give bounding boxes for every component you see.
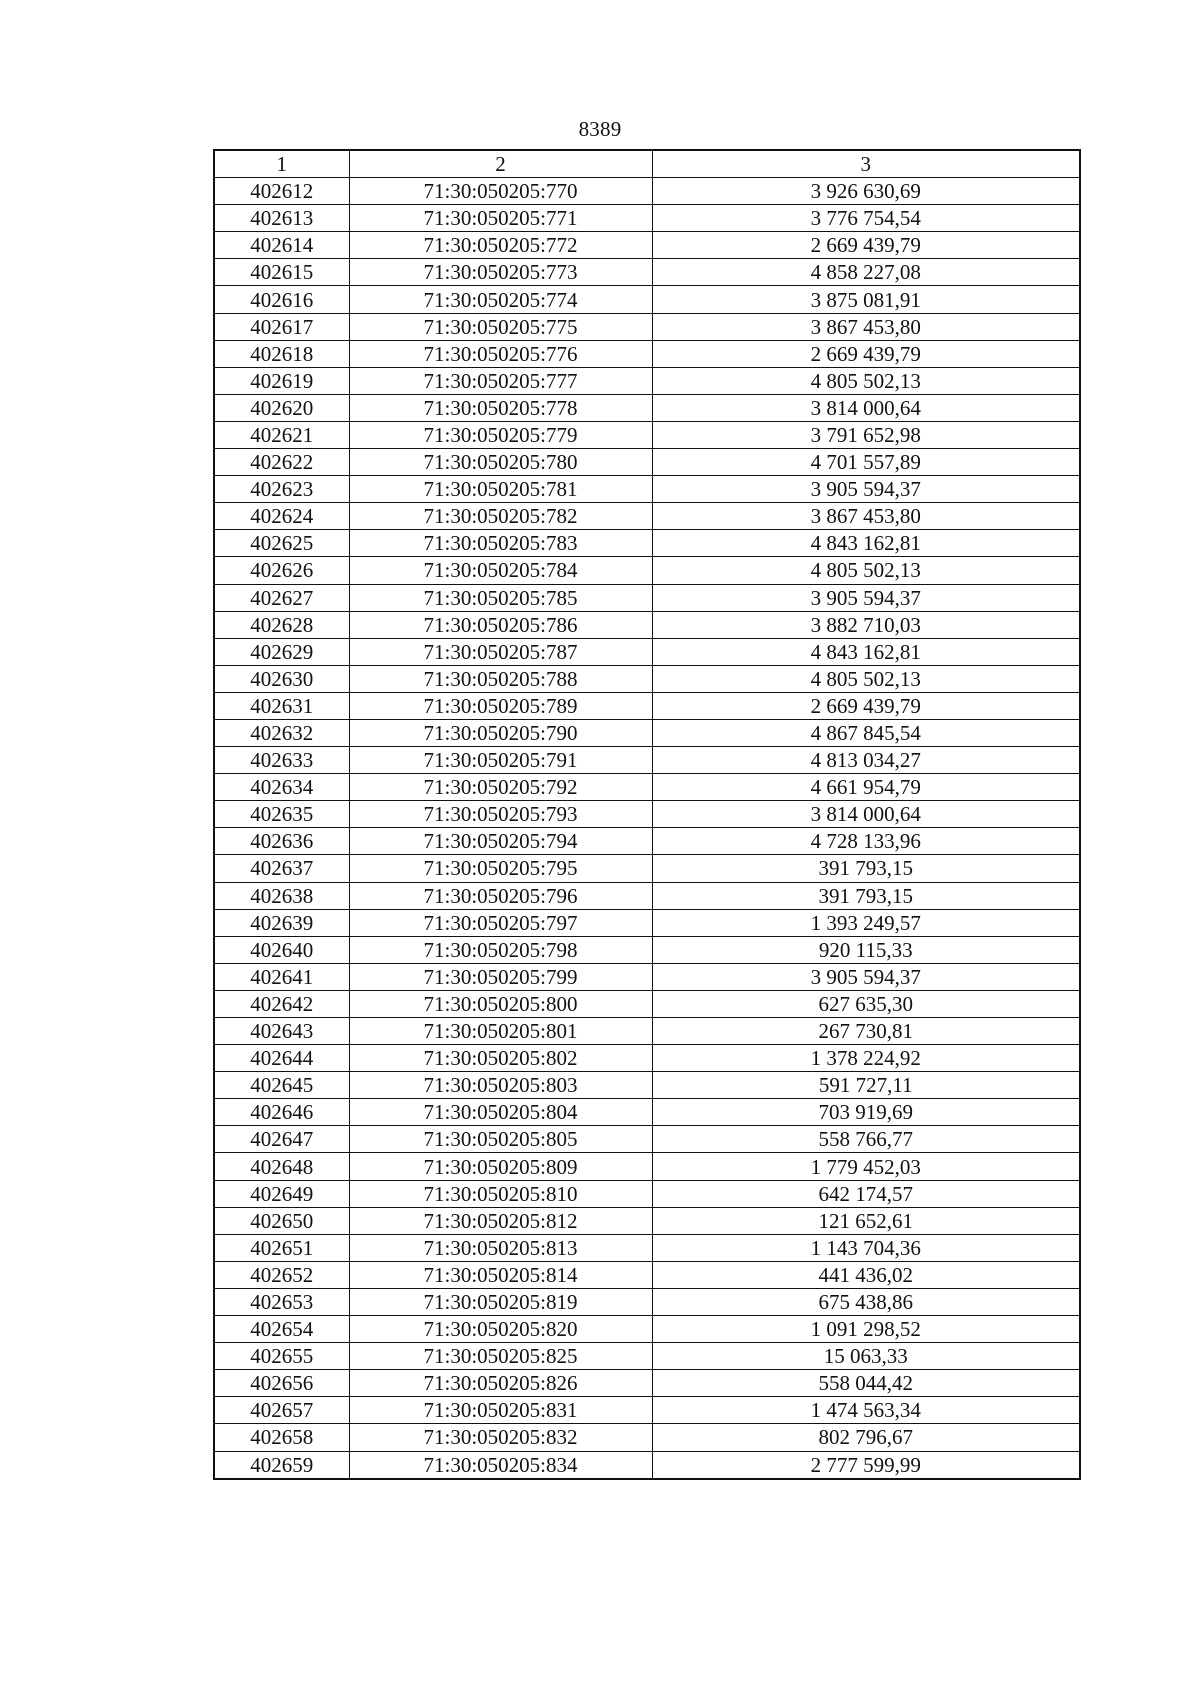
cadastral-number-cell: 71:30:050205:775: [349, 313, 652, 340]
cadastral-number-cell: 71:30:050205:772: [349, 232, 652, 259]
cadastral-number-cell: 71:30:050205:799: [349, 963, 652, 990]
cadastral-number-cell: 71:30:050205:790: [349, 719, 652, 746]
cadastral-number-cell: 71:30:050205:771: [349, 205, 652, 232]
table-row: [214, 909, 1080, 936]
row-number-cell: 402658: [214, 1424, 349, 1451]
cadastral-value-cell: 3 875 081,91: [652, 286, 1080, 313]
table-row: [214, 1207, 1080, 1234]
table-header: [214, 150, 1080, 178]
cadastral-value-cell: 3 905 594,37: [652, 584, 1080, 611]
cadastral-number-cell: 71:30:050205:785: [349, 584, 652, 611]
cadastral-number-cell: 71:30:050205:789: [349, 692, 652, 719]
cadastral-value-cell: 3 776 754,54: [652, 205, 1080, 232]
cadastral-value-cell: 627 635,30: [652, 990, 1080, 1017]
cadastral-number-cell: 71:30:050205:831: [349, 1397, 652, 1424]
row-number-cell: 402615: [214, 259, 349, 286]
cadastral-value-cell: 4 728 133,96: [652, 828, 1080, 855]
cadastral-number-cell: 71:30:050205:780: [349, 449, 652, 476]
cadastral-value-cell: 2 669 439,79: [652, 232, 1080, 259]
cadastral-value-cell: 920 115,33: [652, 936, 1080, 963]
cadastral-value-cell: 15 063,33: [652, 1343, 1080, 1370]
cadastral-value-cell: 3 867 453,80: [652, 313, 1080, 340]
table-row: [214, 1180, 1080, 1207]
row-number-cell: 402620: [214, 394, 349, 421]
cadastral-number-cell: 71:30:050205:832: [349, 1424, 652, 1451]
row-number-cell: 402619: [214, 367, 349, 394]
cadastral-value-cell: 4 805 502,13: [652, 665, 1080, 692]
cadastral-value-cell: 591 727,11: [652, 1072, 1080, 1099]
table-row: [214, 774, 1080, 801]
row-number-cell: 402634: [214, 774, 349, 801]
cadastral-value-cell: 4 661 954,79: [652, 774, 1080, 801]
cadastral-value-cell: 1 393 249,57: [652, 909, 1080, 936]
row-number-cell: 402618: [214, 340, 349, 367]
cadastral-number-cell: 71:30:050205:781: [349, 476, 652, 503]
cadastral-value-cell: 4 843 162,81: [652, 530, 1080, 557]
cadastral-value-cell: 703 919,69: [652, 1099, 1080, 1126]
row-number-cell: 402639: [214, 909, 349, 936]
table-row: [214, 611, 1080, 638]
cadastral-value-cell: 3 905 594,37: [652, 963, 1080, 990]
cadastral-number-cell: 71:30:050205:792: [349, 774, 652, 801]
cadastral-number-cell: 71:30:050205:791: [349, 747, 652, 774]
row-number-cell: 402659: [214, 1451, 349, 1479]
cadastral-number-cell: 71:30:050205:801: [349, 1018, 652, 1045]
cadastral-number-cell: 71:30:050205:813: [349, 1234, 652, 1261]
cadastral-value-cell: 391 793,15: [652, 855, 1080, 882]
row-number-cell: 402630: [214, 665, 349, 692]
row-number-cell: 402624: [214, 503, 349, 530]
table-row: [214, 747, 1080, 774]
cadastral-value-cell: 4 867 845,54: [652, 719, 1080, 746]
cadastral-number-cell: 71:30:050205:779: [349, 421, 652, 448]
cadastral-number-cell: 71:30:050205:803: [349, 1072, 652, 1099]
row-number-cell: 402633: [214, 747, 349, 774]
row-number-cell: 402643: [214, 1018, 349, 1045]
header-row: [214, 150, 1080, 178]
table-row: [214, 882, 1080, 909]
cadastral-value-cell: 441 436,02: [652, 1261, 1080, 1288]
row-number-cell: 402626: [214, 557, 349, 584]
cadastral-value-cell: 267 730,81: [652, 1018, 1080, 1045]
table-row: [214, 1424, 1080, 1451]
table-row: [214, 557, 1080, 584]
row-number-cell: 402640: [214, 936, 349, 963]
cadastral-number-cell: 71:30:050205:777: [349, 367, 652, 394]
cadastral-number-cell: 71:30:050205:786: [349, 611, 652, 638]
cadastral-value-cell: 558 766,77: [652, 1126, 1080, 1153]
row-number-cell: 402656: [214, 1370, 349, 1397]
cadastral-value-cell: 2 669 439,79: [652, 692, 1080, 719]
cadastral-value-cell: 1 143 704,36: [652, 1234, 1080, 1261]
cadastral-number-cell: 71:30:050205:826: [349, 1370, 652, 1397]
row-number-cell: 402623: [214, 476, 349, 503]
table-row: [214, 801, 1080, 828]
table-row: [214, 719, 1080, 746]
row-number-cell: 402646: [214, 1099, 349, 1126]
row-number-cell: 402614: [214, 232, 349, 259]
row-number-cell: 402612: [214, 178, 349, 205]
cadastral-value-cell: 3 814 000,64: [652, 801, 1080, 828]
cadastral-value-cell: 4 813 034,27: [652, 747, 1080, 774]
cadastral-value-cell: 4 805 502,13: [652, 557, 1080, 584]
cadastral-number-cell: 71:30:050205:788: [349, 665, 652, 692]
row-number-cell: 402631: [214, 692, 349, 719]
cadastral-value-cell: 2 777 599,99: [652, 1451, 1080, 1479]
cadastral-value-table: [213, 149, 1081, 1480]
table-row: [214, 990, 1080, 1017]
row-number-cell: 402654: [214, 1316, 349, 1343]
cadastral-value-cell: 3 926 630,69: [652, 178, 1080, 205]
row-number-cell: 402657: [214, 1397, 349, 1424]
cadastral-value-cell: 4 858 227,08: [652, 259, 1080, 286]
table-row: [214, 476, 1080, 503]
row-number-cell: 402629: [214, 638, 349, 665]
table-row: [214, 1018, 1080, 1045]
cadastral-number-cell: 71:30:050205:834: [349, 1451, 652, 1479]
row-number-cell: 402638: [214, 882, 349, 909]
row-number-cell: 402649: [214, 1180, 349, 1207]
cadastral-number-cell: 71:30:050205:778: [349, 394, 652, 421]
table-row: [214, 367, 1080, 394]
cadastral-number-cell: 71:30:050205:819: [349, 1288, 652, 1315]
row-number-cell: 402655: [214, 1343, 349, 1370]
cadastral-number-cell: 71:30:050205:809: [349, 1153, 652, 1180]
row-number-cell: 402651: [214, 1234, 349, 1261]
cadastral-value-cell: 4 701 557,89: [652, 449, 1080, 476]
table-row: [214, 286, 1080, 313]
row-number-cell: 402650: [214, 1207, 349, 1234]
cadastral-value-cell: 2 669 439,79: [652, 340, 1080, 367]
table-row: [214, 1288, 1080, 1315]
table-row: [214, 421, 1080, 448]
cadastral-value-cell: 3 791 652,98: [652, 421, 1080, 448]
table-row: [214, 1370, 1080, 1397]
row-number-cell: 402632: [214, 719, 349, 746]
table-row: [214, 394, 1080, 421]
cadastral-value-cell: 3 867 453,80: [652, 503, 1080, 530]
table-row: [214, 1451, 1080, 1479]
cadastral-value-cell: 1 779 452,03: [652, 1153, 1080, 1180]
row-number-cell: 402647: [214, 1126, 349, 1153]
cadastral-number-cell: 71:30:050205:820: [349, 1316, 652, 1343]
cadastral-number-cell: 71:30:050205:797: [349, 909, 652, 936]
cadastral-number-cell: 71:30:050205:796: [349, 882, 652, 909]
row-number-cell: 402617: [214, 313, 349, 340]
cadastral-value-cell: 4 805 502,13: [652, 367, 1080, 394]
cadastral-value-cell: 3 814 000,64: [652, 394, 1080, 421]
table-row: [214, 178, 1080, 205]
row-number-cell: 402641: [214, 963, 349, 990]
cadastral-number-cell: 71:30:050205:814: [349, 1261, 652, 1288]
row-number-cell: 402636: [214, 828, 349, 855]
cadastral-number-cell: 71:30:050205:784: [349, 557, 652, 584]
table-row: [214, 259, 1080, 286]
table-row: [214, 340, 1080, 367]
column-header-3: 3: [652, 150, 1080, 178]
row-number-cell: 402648: [214, 1153, 349, 1180]
cadastral-number-cell: 71:30:050205:802: [349, 1045, 652, 1072]
table-row: [214, 584, 1080, 611]
row-number-cell: 402621: [214, 421, 349, 448]
table-row: [214, 449, 1080, 476]
row-number-cell: 402644: [214, 1045, 349, 1072]
cadastral-number-cell: 71:30:050205:812: [349, 1207, 652, 1234]
table-row: [214, 1126, 1080, 1153]
cadastral-value-cell: 642 174,57: [652, 1180, 1080, 1207]
table-row: [214, 1316, 1080, 1343]
row-number-cell: 402628: [214, 611, 349, 638]
table-row: [214, 232, 1080, 259]
table-row: [214, 638, 1080, 665]
cadastral-value-cell: 3 882 710,03: [652, 611, 1080, 638]
cadastral-value-cell: 802 796,67: [652, 1424, 1080, 1451]
table-row: [214, 1343, 1080, 1370]
cadastral-number-cell: 71:30:050205:795: [349, 855, 652, 882]
table-row: [214, 1045, 1080, 1072]
table-row: [214, 313, 1080, 340]
cadastral-value-cell: 675 438,86: [652, 1288, 1080, 1315]
cadastral-value-cell: 4 843 162,81: [652, 638, 1080, 665]
column-header-1: 1: [214, 150, 349, 178]
table-row: [214, 692, 1080, 719]
table-row: [214, 665, 1080, 692]
cadastral-value-cell: 558 044,42: [652, 1370, 1080, 1397]
row-number-cell: 402635: [214, 801, 349, 828]
cadastral-number-cell: 71:30:050205:825: [349, 1343, 652, 1370]
cadastral-number-cell: 71:30:050205:810: [349, 1180, 652, 1207]
cadastral-value-cell: 3 905 594,37: [652, 476, 1080, 503]
cadastral-value-cell: 1 091 298,52: [652, 1316, 1080, 1343]
cadastral-number-cell: 71:30:050205:800: [349, 990, 652, 1017]
table-row: [214, 1397, 1080, 1424]
table-row: [214, 503, 1080, 530]
table-row: [214, 1234, 1080, 1261]
table-row: [214, 963, 1080, 990]
cadastral-number-cell: 71:30:050205:773: [349, 259, 652, 286]
table-row: [214, 855, 1080, 882]
table-body: [214, 178, 1080, 1479]
table-row: [214, 530, 1080, 557]
cadastral-value-cell: 391 793,15: [652, 882, 1080, 909]
table-row: [214, 1099, 1080, 1126]
cadastral-value-cell: 1 474 563,34: [652, 1397, 1080, 1424]
cadastral-number-cell: 71:30:050205:770: [349, 178, 652, 205]
cadastral-number-cell: 71:30:050205:774: [349, 286, 652, 313]
cadastral-number-cell: 71:30:050205:776: [349, 340, 652, 367]
row-number-cell: 402625: [214, 530, 349, 557]
cadastral-number-cell: 71:30:050205:805: [349, 1126, 652, 1153]
row-number-cell: 402613: [214, 205, 349, 232]
cadastral-number-cell: 71:30:050205:793: [349, 801, 652, 828]
cadastral-number-cell: 71:30:050205:798: [349, 936, 652, 963]
page-number: 8389: [578, 117, 622, 141]
table-row: [214, 936, 1080, 963]
table-row: [214, 1153, 1080, 1180]
row-number-cell: 402645: [214, 1072, 349, 1099]
column-header-2: 2: [349, 150, 652, 178]
table-row: [214, 205, 1080, 232]
cadastral-number-cell: 71:30:050205:787: [349, 638, 652, 665]
cadastral-number-cell: 71:30:050205:782: [349, 503, 652, 530]
cadastral-value-cell: 1 378 224,92: [652, 1045, 1080, 1072]
row-number-cell: 402637: [214, 855, 349, 882]
row-number-cell: 402616: [214, 286, 349, 313]
cadastral-number-cell: 71:30:050205:783: [349, 530, 652, 557]
cadastral-number-cell: 71:30:050205:804: [349, 1099, 652, 1126]
row-number-cell: 402622: [214, 449, 349, 476]
cadastral-number-cell: 71:30:050205:794: [349, 828, 652, 855]
row-number-cell: 402652: [214, 1261, 349, 1288]
table-row: [214, 828, 1080, 855]
table-row: [214, 1261, 1080, 1288]
table-row: [214, 1072, 1080, 1099]
row-number-cell: 402627: [214, 584, 349, 611]
row-number-cell: 402653: [214, 1288, 349, 1315]
cadastral-value-cell: 121 652,61: [652, 1207, 1080, 1234]
row-number-cell: 402642: [214, 990, 349, 1017]
